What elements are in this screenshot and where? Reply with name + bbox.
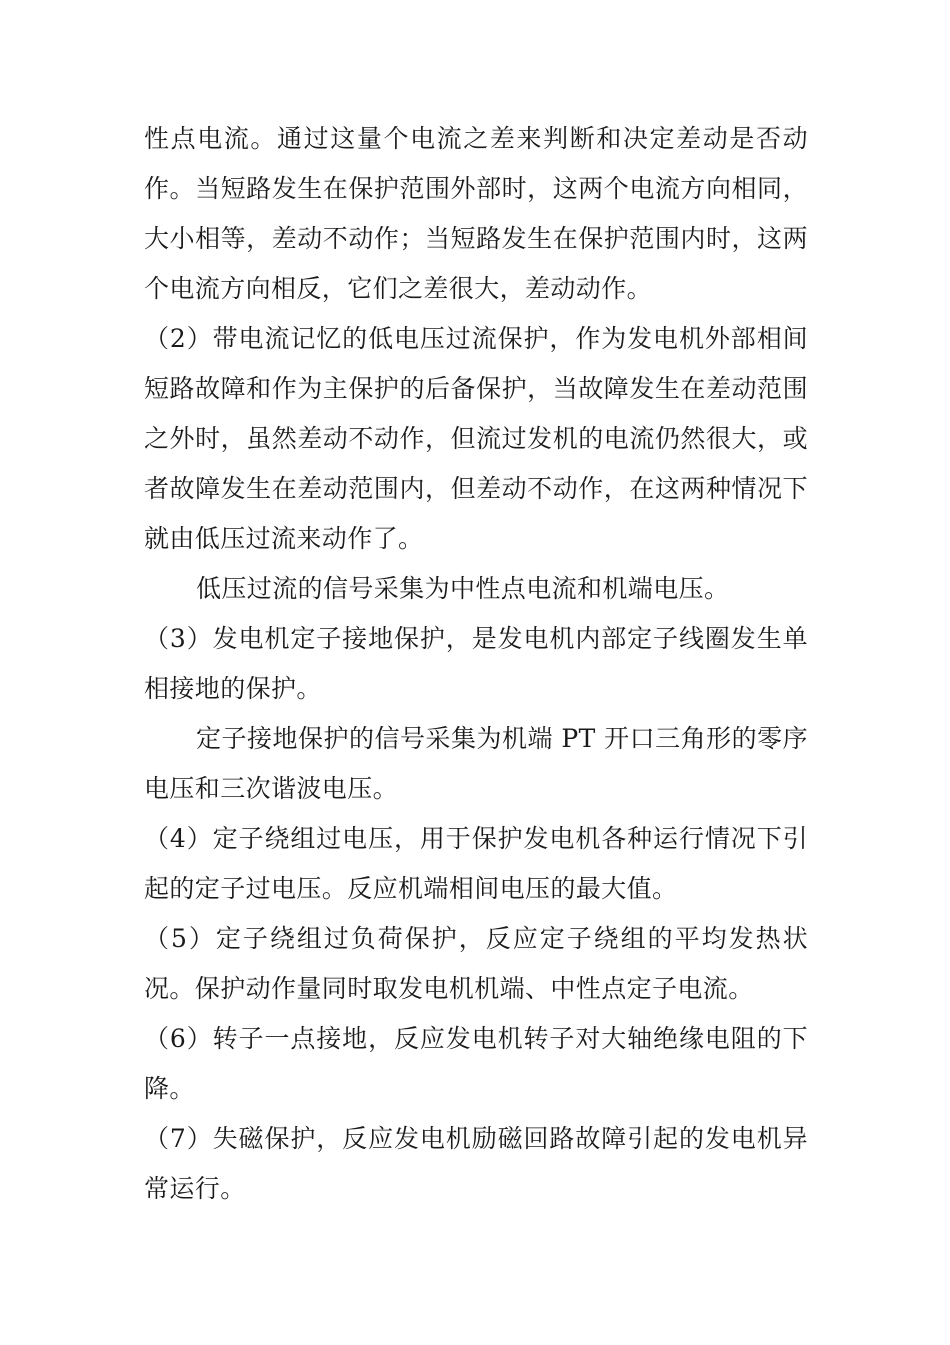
- paragraph-differential-continuation: 性点电流。通过这量个电流之差来判断和决定差动是否动作。当短路发生在保护范围外部时，这两个电流方向相同，大小相等，差动不动作；当短路发生在保护范围内时，这两个电流方向相反，它们之差很大，差动动作。: [144, 124, 808, 303]
- paragraph-item-2-low-voltage-overcurrent: （2）带电流记忆的低电压过流保护，作为发电机外部相间短路故障和作为主保护的后备保护，当故障发生在差动范围之外时，虽然差动不动作，但流过发机的电流仍然很大，或者故障发生在差动范围内，但差动不动作，在这两种情况下就由低压过流来动作了。: [144, 324, 808, 553]
- paragraph-item-5-stator-overload: （5）定子绕组过负荷保护，反应定子绕组的平均发热状况。保护动作量同时取发电机机端、中性点定子电流。: [144, 924, 808, 1003]
- paragraph-item-4-stator-overvoltage: （4）定子绕组过电压，用于保护发电机各种运行情况下引起的定子过电压。反应机端相间电压的最大值。: [144, 824, 808, 903]
- paragraph-item-6-rotor-ground: （6）转子一点接地，反应发电机转子对大轴绝缘电阻的下降。: [144, 1024, 808, 1103]
- paragraph-stator-ground-signal: 定子接地保护的信号采集为机端 PT 开口三角形的零序电压和三次谐波电压。: [144, 724, 808, 803]
- paragraph-item-7-loss-of-excitation: （7）失磁保护，反应发电机励磁回路故障引起的发电机异常运行。: [144, 1124, 808, 1203]
- paragraph-overcurrent-signal: 低压过流的信号采集为中性点电流和机端电压。: [196, 574, 730, 603]
- body-text: [144, 114, 808, 1214]
- paragraph-item-3-stator-ground: （3）发电机定子接地保护，是发电机内部定子线圈发生单相接地的保护。: [144, 624, 808, 703]
